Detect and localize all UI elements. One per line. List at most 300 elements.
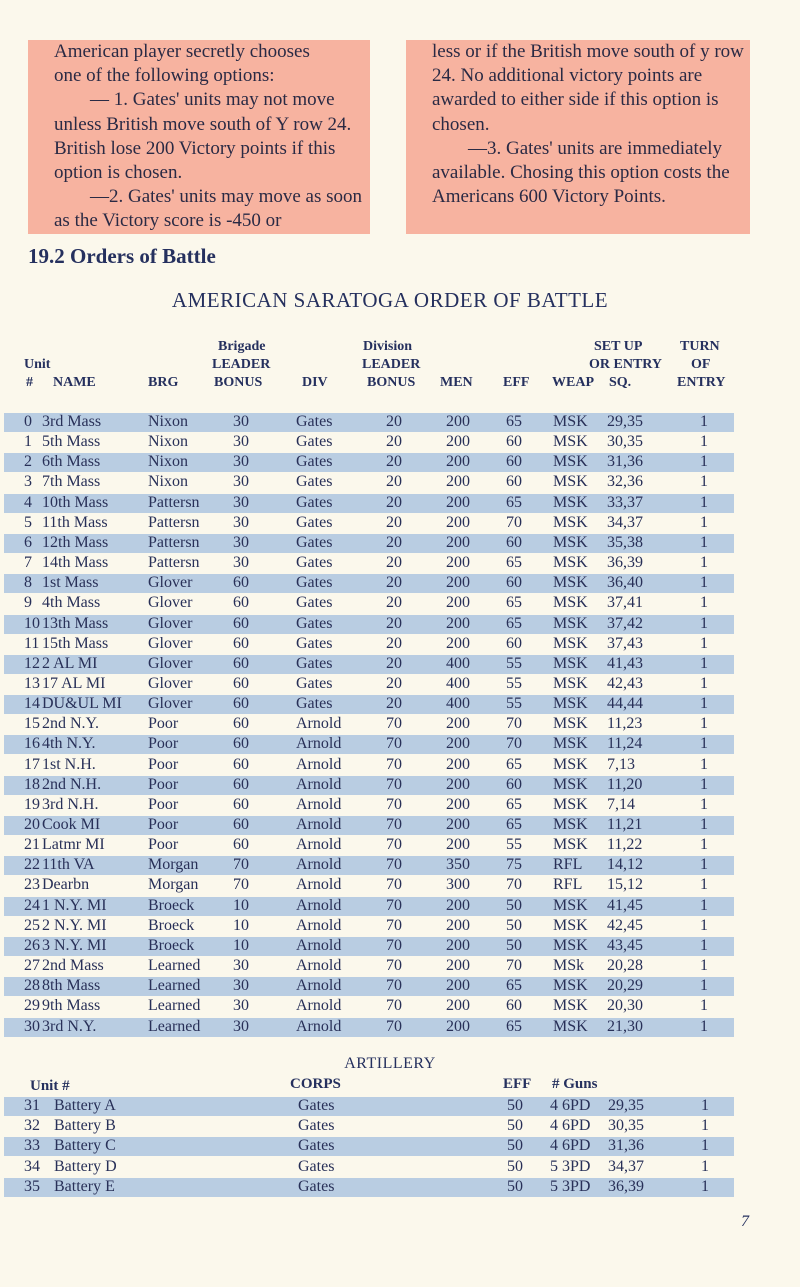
- cell-unit-number: 0: [24, 413, 32, 430]
- cell-unit-name: 9th Mass: [42, 997, 101, 1014]
- cell-setup-square: 30,35: [608, 1117, 644, 1134]
- cell-eff: 50: [507, 1158, 523, 1175]
- table-row: [0, 775, 800, 795]
- cell-eff: 60: [506, 997, 522, 1014]
- cell-setup-square: 20,29: [607, 977, 643, 994]
- cell-brigade: Learned: [148, 957, 201, 974]
- cell-brigade: Poor: [148, 816, 179, 833]
- cell-weapon: MSK: [553, 473, 588, 490]
- cell-brigade: Pattersn: [148, 534, 200, 551]
- cell-division-bonus: 20: [386, 675, 402, 692]
- cell-weapon: MSK: [553, 514, 588, 531]
- cell-men: 200: [446, 937, 470, 954]
- cell-men: 200: [446, 1018, 470, 1035]
- cell-unit-number: 2: [24, 453, 32, 470]
- header-turn: TURN: [680, 339, 720, 354]
- cell-weapon: RFL: [553, 876, 583, 893]
- cell-brigade: Learned: [148, 997, 201, 1014]
- cell-setup-square: 29,35: [607, 413, 643, 430]
- cell-corps: Gates: [298, 1178, 335, 1195]
- cell-unit-number: 17: [24, 756, 40, 773]
- cell-brigade: Morgan: [148, 876, 199, 893]
- cell-eff: 65: [506, 977, 522, 994]
- cell-brigade: Glover: [148, 594, 193, 611]
- cell-eff: 60: [506, 453, 522, 470]
- cell-brigade: Broeck: [148, 917, 195, 934]
- cell-turn-of-entry: 1: [700, 836, 708, 853]
- cell-weapon: MSK: [553, 554, 588, 571]
- cell-turn-of-entry: 1: [700, 615, 708, 632]
- cell-setup-square: 36,40: [607, 574, 643, 591]
- cell-turn-of-entry: 1: [700, 937, 708, 954]
- cell-weapon: MSK: [553, 655, 588, 672]
- cell-division: Gates: [296, 473, 333, 490]
- cell-corps: Gates: [298, 1158, 335, 1175]
- cell-brigade-bonus: 60: [233, 715, 249, 732]
- cell-setup-square: 37,43: [607, 635, 643, 652]
- cell-unit-name: 3 N.Y. MI: [42, 937, 107, 954]
- cell-unit-name: 12th Mass: [42, 534, 109, 551]
- cell-brigade: Glover: [148, 574, 193, 591]
- cell-turn-of-entry: 1: [700, 675, 708, 692]
- cell-eff: 55: [506, 695, 522, 712]
- cell-eff: 60: [506, 433, 522, 450]
- cell-setup-square: 32,36: [607, 473, 643, 490]
- cell-corps: Gates: [298, 1137, 335, 1154]
- cell-setup-square: 41,43: [607, 655, 643, 672]
- cell-unit-name: 7th Mass: [42, 473, 101, 490]
- cell-corps: Gates: [298, 1097, 335, 1114]
- cell-men: 200: [446, 594, 470, 611]
- cell-division: Arnold: [296, 937, 342, 954]
- cell-weapon: MSK: [553, 937, 588, 954]
- cell-weapon: MSK: [553, 796, 588, 813]
- options-box-right: [406, 40, 750, 234]
- cell-weapon: MSK: [553, 453, 588, 470]
- header-unit: Unit: [24, 357, 51, 372]
- cell-setup-square: 21,30: [607, 1018, 643, 1035]
- cell-eff: 50: [506, 897, 522, 914]
- cell-turn-of-entry: 1: [700, 554, 708, 571]
- table-row: [0, 614, 800, 634]
- cell-division: Arnold: [296, 1018, 342, 1035]
- cell-men: 200: [446, 554, 470, 571]
- cell-unit-number: 23: [24, 876, 40, 893]
- cell-brigade-bonus: 30: [233, 534, 249, 551]
- cell-setup-square: 11,20: [607, 776, 643, 793]
- cell-battery-name: Battery B: [54, 1117, 116, 1134]
- cell-unit-number: 9: [24, 594, 32, 611]
- cell-eff: 65: [506, 756, 522, 773]
- cell-men: 200: [446, 534, 470, 551]
- cell-turn-of-entry: 1: [701, 1158, 709, 1175]
- cell-weapon: MSK: [553, 897, 588, 914]
- cell-brigade-bonus: 70: [233, 876, 249, 893]
- table-row: [0, 472, 800, 492]
- cell-division-bonus: 70: [386, 856, 402, 873]
- cell-unit-name: 1 N.Y. MI: [42, 897, 107, 914]
- options-box-left: [28, 40, 370, 234]
- cell-unit-number: 18: [24, 776, 40, 793]
- cell-guns: 4 6PD: [550, 1117, 591, 1134]
- cell-corps: Gates: [298, 1117, 335, 1134]
- cell-brigade-bonus: 30: [233, 413, 249, 430]
- cell-turn-of-entry: 1: [700, 514, 708, 531]
- cell-setup-square: 37,41: [607, 594, 643, 611]
- cell-division-bonus: 70: [386, 836, 402, 853]
- cell-division: Gates: [296, 554, 333, 571]
- cell-unit-name: 17 AL MI: [42, 675, 106, 692]
- option-3-text: —3. Gates' units are immediately available. Chosing this option costs the Americans 600 Victory Points.: [432, 137, 730, 208]
- artillery-row: [0, 1136, 800, 1156]
- cell-eff: 60: [506, 473, 522, 490]
- cell-division-bonus: 70: [386, 997, 402, 1014]
- cell-setup-square: 43,45: [607, 937, 643, 954]
- cell-division-bonus: 70: [386, 796, 402, 813]
- cell-division-bonus: 70: [386, 957, 402, 974]
- cell-unit-name: 3rd N.Y.: [42, 1018, 97, 1035]
- cell-unit-number: 20: [24, 816, 40, 833]
- cell-weapon: MSK: [553, 977, 588, 994]
- cell-division-bonus: 20: [386, 494, 402, 511]
- cell-unit-number: 25: [24, 917, 40, 934]
- cell-division-bonus: 70: [386, 937, 402, 954]
- cell-weapon: MSK: [553, 836, 588, 853]
- cell-brigade-bonus: 10: [233, 917, 249, 934]
- cell-brigade-bonus: 30: [233, 554, 249, 571]
- cell-brigade: Poor: [148, 776, 179, 793]
- cell-men: 200: [446, 816, 470, 833]
- cell-eff: 50: [507, 1117, 523, 1134]
- cell-unit-name: 2nd Mass: [42, 957, 104, 974]
- table-row: [0, 936, 800, 956]
- cell-setup-square: 44,44: [607, 695, 643, 712]
- table-row: [0, 674, 800, 694]
- cell-eff: 60: [506, 635, 522, 652]
- cell-brigade: Learned: [148, 977, 201, 994]
- cell-unit-number: 34: [24, 1158, 40, 1175]
- table-row: [0, 654, 800, 674]
- cell-setup-square: 7,13: [607, 756, 635, 773]
- cell-unit-number: 35: [24, 1178, 40, 1195]
- options-intro-line2: one of the following options:: [54, 65, 275, 87]
- cell-unit-name: Dearbn: [42, 876, 90, 893]
- cell-division: Arnold: [296, 876, 342, 893]
- cell-division-bonus: 20: [386, 554, 402, 571]
- cell-unit-name: 6th Mass: [42, 453, 101, 470]
- cell-brigade-bonus: 60: [233, 635, 249, 652]
- cell-brigade-bonus: 70: [233, 856, 249, 873]
- cell-unit-number: 11: [24, 635, 40, 652]
- cell-brigade: Glover: [148, 615, 193, 632]
- cell-unit-name: 8th Mass: [42, 977, 101, 994]
- cell-turn-of-entry: 1: [700, 413, 708, 430]
- cell-division-bonus: 20: [386, 473, 402, 490]
- cell-men: 200: [446, 776, 470, 793]
- artillery-header-corps: CORPS: [290, 1076, 341, 1092]
- cell-men: 200: [446, 756, 470, 773]
- header-division-bonus: BONUS: [367, 375, 416, 390]
- cell-battery-name: Battery D: [54, 1158, 117, 1175]
- option-2-text-start: —2. Gates' units may move as soon as the Victory score is -450 or: [54, 186, 363, 232]
- cell-division: Arnold: [296, 796, 342, 813]
- cell-brigade-bonus: 30: [233, 453, 249, 470]
- cell-turn-of-entry: 1: [700, 473, 708, 490]
- table-row: [0, 795, 800, 815]
- cell-weapon: MSK: [553, 1018, 588, 1035]
- table-row: [0, 1017, 800, 1037]
- cell-division: Arnold: [296, 856, 342, 873]
- header-num: #: [26, 375, 33, 390]
- cell-turn-of-entry: 1: [700, 997, 708, 1014]
- cell-men: 200: [446, 433, 470, 450]
- cell-division: Arnold: [296, 735, 342, 752]
- cell-eff: 65: [506, 594, 522, 611]
- cell-turn-of-entry: 1: [700, 796, 708, 813]
- artillery-title: ARTILLERY: [344, 1055, 436, 1072]
- cell-turn-of-entry: 1: [701, 1117, 709, 1134]
- cell-brigade-bonus: 60: [233, 695, 249, 712]
- header-eff: EFF: [503, 375, 530, 390]
- table-row: [0, 875, 800, 895]
- cell-brigade: Poor: [148, 756, 179, 773]
- cell-brigade-bonus: 60: [233, 836, 249, 853]
- cell-eff: 55: [506, 655, 522, 672]
- cell-men: 200: [446, 715, 470, 732]
- cell-men: 200: [446, 453, 470, 470]
- cell-brigade-bonus: 60: [233, 776, 249, 793]
- cell-turn-of-entry: 1: [700, 917, 708, 934]
- cell-turn-of-entry: 1: [700, 897, 708, 914]
- cell-eff: 60: [506, 776, 522, 793]
- table-row: [0, 553, 800, 573]
- cell-brigade: Pattersn: [148, 514, 200, 531]
- cell-men: 400: [446, 655, 470, 672]
- cell-setup-square: 37,42: [607, 615, 643, 632]
- cell-brigade: Glover: [148, 655, 193, 672]
- cell-weapon: MSK: [553, 433, 588, 450]
- table-row: [0, 513, 800, 533]
- cell-brigade-bonus: 30: [233, 514, 249, 531]
- cell-battery-name: Battery C: [54, 1137, 116, 1154]
- cell-unit-number: 1: [24, 433, 32, 450]
- header-division: Division: [363, 339, 413, 354]
- cell-division-bonus: 70: [386, 715, 402, 732]
- cell-unit-name: 13th Mass: [42, 615, 109, 632]
- cell-setup-square: 11,21: [607, 816, 643, 833]
- cell-setup-square: 29,35: [608, 1097, 644, 1114]
- cell-unit-number: 12: [24, 655, 40, 672]
- cell-eff: 50: [506, 937, 522, 954]
- cell-brigade-bonus: 10: [233, 897, 249, 914]
- cell-eff: 70: [506, 514, 522, 531]
- cell-turn-of-entry: 1: [700, 715, 708, 732]
- cell-unit-number: 13: [24, 675, 40, 692]
- option-2-text-end: less or if the British move south of y row 24. No additional victory points are awarded to either side if this option is chosen.: [432, 41, 744, 135]
- cell-weapon: MSK: [553, 776, 588, 793]
- cell-unit-number: 8: [24, 574, 32, 591]
- cell-turn-of-entry: 1: [700, 816, 708, 833]
- cell-turn-of-entry: 1: [700, 776, 708, 793]
- cell-brigade: Pattersn: [148, 554, 200, 571]
- cell-men: 300: [446, 876, 470, 893]
- cell-setup-square: 42,45: [607, 917, 643, 934]
- cell-brigade-bonus: 30: [233, 997, 249, 1014]
- cell-brigade: Broeck: [148, 937, 195, 954]
- cell-division-bonus: 20: [386, 413, 402, 430]
- header-men: MEN: [440, 375, 473, 390]
- table-row: [0, 916, 800, 936]
- cell-setup-square: 36,39: [608, 1178, 644, 1195]
- cell-unit-number: 33: [24, 1137, 40, 1154]
- cell-eff: 65: [506, 413, 522, 430]
- cell-unit-number: 5: [24, 514, 32, 531]
- header-setup: SET UP: [594, 339, 643, 354]
- cell-turn-of-entry: 1: [701, 1097, 709, 1114]
- cell-brigade-bonus: 60: [233, 574, 249, 591]
- cell-men: 350: [446, 856, 470, 873]
- table-row: [0, 573, 800, 593]
- table-row: [0, 593, 800, 613]
- header-brigade-bonus: BONUS: [214, 375, 263, 390]
- cell-division-bonus: 20: [386, 615, 402, 632]
- table-row: [0, 412, 800, 432]
- cell-men: 200: [446, 473, 470, 490]
- cell-men: 200: [446, 836, 470, 853]
- cell-division-bonus: 70: [386, 756, 402, 773]
- cell-division: Arnold: [296, 816, 342, 833]
- cell-turn-of-entry: 1: [700, 494, 708, 511]
- cell-division-bonus: 20: [386, 514, 402, 531]
- cell-brigade: Poor: [148, 715, 179, 732]
- cell-turn-of-entry: 1: [700, 856, 708, 873]
- cell-division: Arnold: [296, 776, 342, 793]
- header-brigade: Brigade: [218, 339, 266, 354]
- table-row: [0, 755, 800, 775]
- cell-unit-name: 4th Mass: [42, 594, 101, 611]
- cell-division-bonus: 20: [386, 695, 402, 712]
- cell-unit-name: 2nd N.H.: [42, 776, 102, 793]
- cell-setup-square: 35,38: [607, 534, 643, 551]
- cell-unit-name: 1st N.H.: [42, 756, 96, 773]
- cell-division: Arnold: [296, 997, 342, 1014]
- cell-unit-number: 29: [24, 997, 40, 1014]
- cell-brigade: Poor: [148, 836, 179, 853]
- cell-unit-name: 10th Mass: [42, 494, 109, 511]
- cell-weapon: MSK: [553, 735, 588, 752]
- cell-brigade: Nixon: [148, 413, 188, 430]
- cell-division: Arnold: [296, 957, 342, 974]
- cell-division: Arnold: [296, 836, 342, 853]
- cell-division: Gates: [296, 433, 333, 450]
- cell-guns: 4 6PD: [550, 1097, 591, 1114]
- cell-men: 200: [446, 957, 470, 974]
- cell-setup-square: 20,28: [607, 957, 643, 974]
- cell-unit-number: 6: [24, 534, 32, 551]
- cell-setup-square: 11,22: [607, 836, 643, 853]
- artillery-row: [0, 1096, 800, 1116]
- cell-setup-square: 20,30: [607, 997, 643, 1014]
- cell-eff: 70: [506, 957, 522, 974]
- table-row: [0, 835, 800, 855]
- table-row: [0, 432, 800, 452]
- cell-weapon: MSK: [553, 675, 588, 692]
- cell-setup-square: 11,24: [607, 735, 643, 752]
- table-row: [0, 493, 800, 513]
- cell-brigade: Broeck: [148, 897, 195, 914]
- cell-turn-of-entry: 1: [700, 957, 708, 974]
- cell-unit-number: 27: [24, 957, 40, 974]
- cell-unit-number: 30: [24, 1018, 40, 1035]
- cell-turn-of-entry: 1: [700, 534, 708, 551]
- table-row: [0, 533, 800, 553]
- cell-division: Arnold: [296, 977, 342, 994]
- cell-division-bonus: 70: [386, 776, 402, 793]
- cell-brigade-bonus: 60: [233, 675, 249, 692]
- table-row: [0, 815, 800, 835]
- cell-battery-name: Battery E: [54, 1178, 115, 1195]
- cell-unit-name: 3rd Mass: [42, 413, 102, 430]
- cell-weapon: MSK: [553, 574, 588, 591]
- cell-unit-number: 3: [24, 473, 32, 490]
- header-entry: ENTRY: [677, 375, 726, 390]
- header-div: DIV: [302, 375, 328, 390]
- options-intro-line1: American player secretly chooses: [54, 41, 310, 62]
- cell-guns: 5 3PD: [550, 1178, 591, 1195]
- cell-setup-square: 36,39: [607, 554, 643, 571]
- table-row: [0, 855, 800, 875]
- cell-men: 200: [446, 977, 470, 994]
- cell-turn-of-entry: 1: [700, 655, 708, 672]
- table-row: [0, 734, 800, 754]
- table-row: [0, 996, 800, 1016]
- cell-eff: 65: [506, 816, 522, 833]
- cell-eff: 50: [507, 1137, 523, 1154]
- artillery-header-guns: # Guns: [552, 1076, 598, 1092]
- cell-unit-number: 32: [24, 1117, 40, 1134]
- cell-division: Gates: [296, 655, 333, 672]
- artillery-row: [0, 1116, 800, 1136]
- cell-weapon: MSK: [553, 494, 588, 511]
- cell-eff: 55: [506, 675, 522, 692]
- cell-eff: 70: [506, 876, 522, 893]
- cell-unit-number: 14: [24, 695, 40, 712]
- header-brg: BRG: [148, 375, 179, 390]
- cell-unit-name: 3rd N.H.: [42, 796, 99, 813]
- table-row: [0, 976, 800, 996]
- cell-unit-name: 2nd N.Y.: [42, 715, 100, 732]
- cell-unit-number: 21: [24, 836, 40, 853]
- cell-division: Gates: [296, 574, 333, 591]
- cell-unit-number: 19: [24, 796, 40, 813]
- cell-division-bonus: 70: [386, 1018, 402, 1035]
- table-row: [0, 634, 800, 654]
- header-name: NAME: [53, 375, 96, 390]
- cell-division-bonus: 20: [386, 655, 402, 672]
- cell-weapon: MSK: [553, 615, 588, 632]
- cell-setup-square: 31,36: [607, 453, 643, 470]
- cell-division-bonus: 70: [386, 816, 402, 833]
- cell-unit-name: Latmr MI: [42, 836, 105, 853]
- cell-brigade-bonus: 60: [233, 594, 249, 611]
- cell-eff: 65: [506, 615, 522, 632]
- cell-division: Gates: [296, 534, 333, 551]
- table-row: [0, 452, 800, 472]
- cell-unit-name: DU&UL MI: [42, 695, 122, 712]
- cell-unit-name: 14th Mass: [42, 554, 109, 571]
- cell-unit-name: 1st Mass: [42, 574, 99, 591]
- header-orentry: OR ENTRY: [589, 357, 663, 372]
